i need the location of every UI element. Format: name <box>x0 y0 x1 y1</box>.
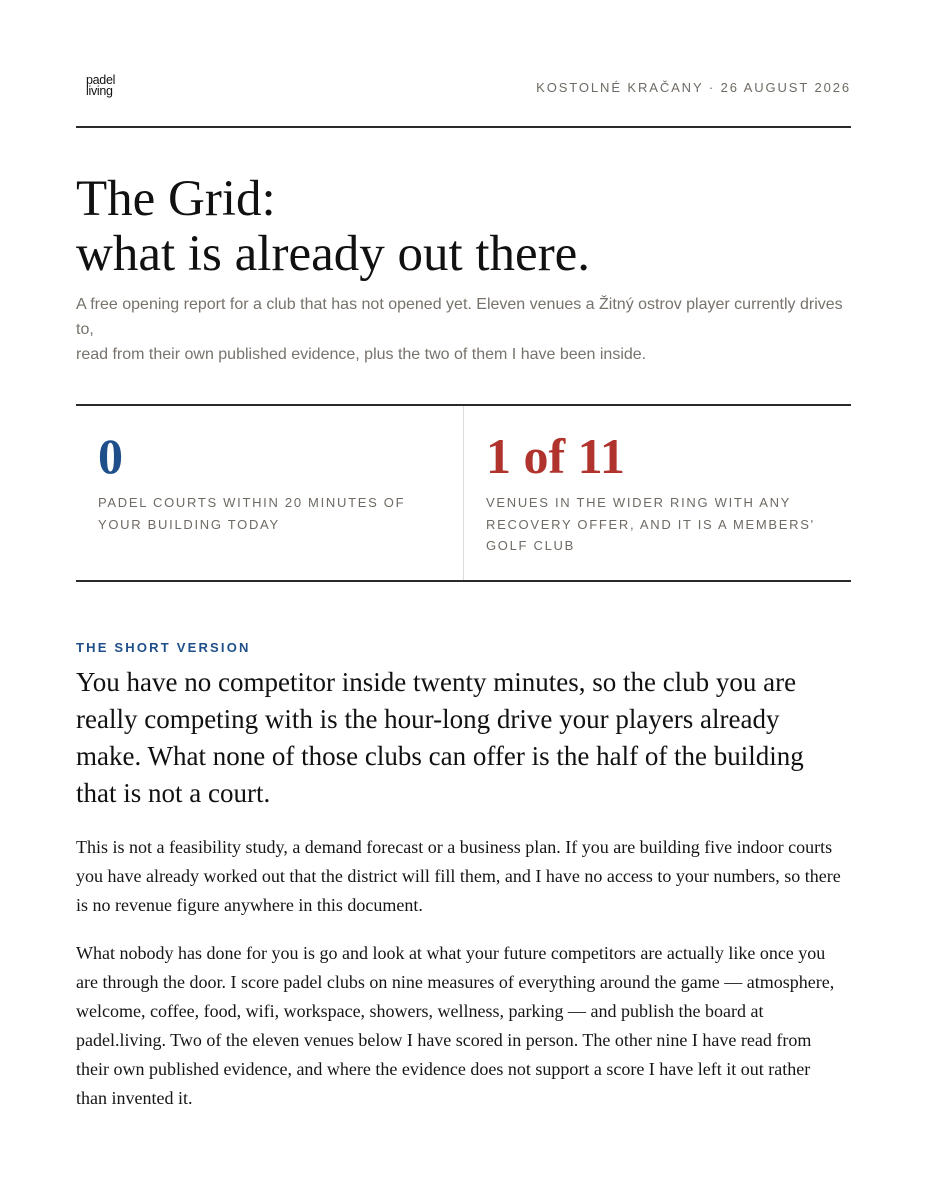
body-line: than invented it. <box>76 1088 193 1108</box>
body-line: you have already worked out that the district will fill them, and I have no access to your numbers, so there <box>76 866 841 886</box>
stat-recovery-offer <box>464 406 851 580</box>
body-line: This is not a feasibility study, a demand forecast or a business plan. If you are building five indoor courts <box>76 837 833 857</box>
section-kicker: THE SHORT VERSION <box>76 640 251 655</box>
logo-line-living: living <box>86 84 113 98</box>
page-subtitle <box>76 292 851 367</box>
lead-line: You have no competitor inside twenty minutes, so the club you are <box>76 667 797 697</box>
stat-label: PADEL COURTS WITHIN 20 MINUTES OF YOUR BUILDING TODAY <box>98 495 406 532</box>
subtitle-line-2: to, <box>76 321 94 338</box>
padel-living-logo[interactable] <box>86 75 115 97</box>
page-title <box>76 172 590 282</box>
lead-line: really competing with is the hour-long drive your players already <box>76 704 780 734</box>
lead-line: that is not a court. <box>76 778 271 808</box>
body-line: their own published evidence, and where the evidence does not support a score I have left it out rather <box>76 1059 811 1079</box>
stat-courts-nearby <box>76 406 464 580</box>
key-stats-panel <box>76 404 851 582</box>
title-line-2: what is already out there. <box>76 226 591 282</box>
masthead <box>76 70 851 128</box>
stat-label: VENUES IN THE WIDER RING WITH ANY RECOVERY OFFER, AND IT IS A MEMBERS' GOLF CLUB <box>486 495 815 553</box>
body-line: padel.living. Two of the eleven venues below I have scored in person. The other nine I have read from <box>76 1030 812 1050</box>
body-line: are through the door. I score padel clubs on nine measures of everything around the game — atmosphere, <box>76 972 835 992</box>
body-paragraph-2 <box>76 939 851 1113</box>
body-line: is no revenue figure anywhere in this document. <box>76 895 423 915</box>
title-line-1: The Grid: <box>76 171 276 227</box>
body-paragraph-1 <box>76 833 851 920</box>
stat-value: 0 <box>98 428 123 484</box>
subtitle-line-1: A free opening report for a club that has not opened yet. Eleven venues a Žitný ostrov player currently drives <box>76 296 843 313</box>
subtitle-line-3: read from their own published evidence, plus the two of them I have been inside. <box>76 346 647 363</box>
stat-value: 1 of 11 <box>486 428 625 484</box>
logo-line-padel: padel <box>86 73 116 87</box>
lead-line: make. What none of those clubs can offer is the half of the building <box>76 741 804 771</box>
body-line: What nobody has done for you is go and look at what your future competitors are actually like once you <box>76 943 826 963</box>
body-line: welcome, coffee, food, wifi, workspace, showers, wellness, parking — and publish the board at <box>76 1001 764 1021</box>
dateline: KOSTOLNÉ KRAČANY · 26 AUGUST 2026 <box>536 80 851 95</box>
lead-paragraph <box>76 664 851 812</box>
